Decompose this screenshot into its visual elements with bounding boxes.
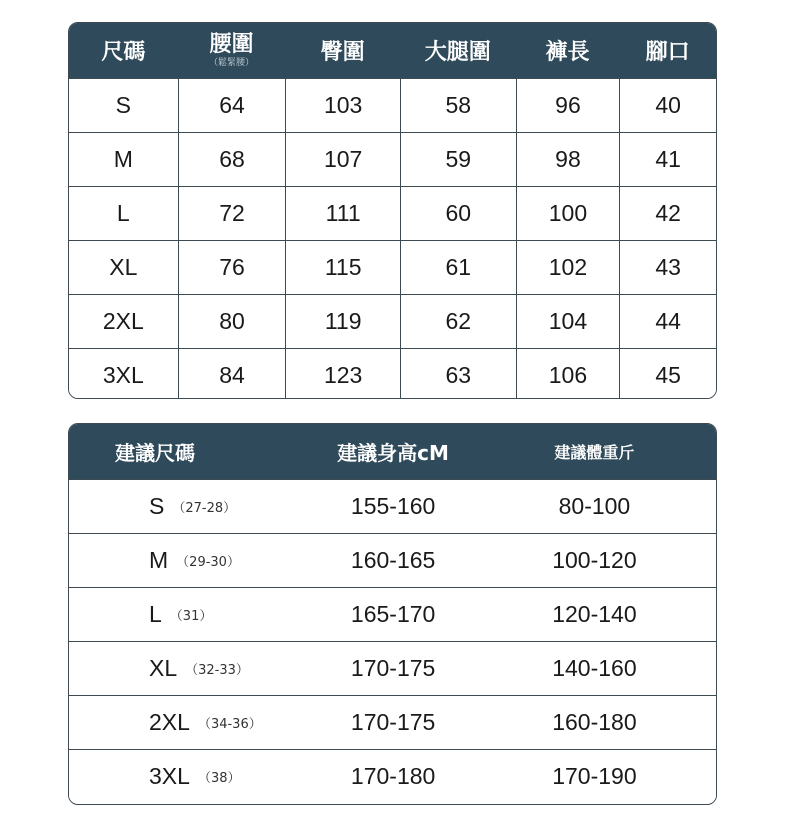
- size-chart-table: [68, 22, 717, 399]
- cell-length: 100: [516, 187, 620, 240]
- cell-waist: 64: [178, 79, 286, 132]
- cell-hip: 103: [285, 79, 400, 132]
- table-row: [69, 78, 716, 132]
- cell-waist: 76: [178, 241, 286, 294]
- header-waist-label: 腰圍: [209, 31, 254, 57]
- cell-thigh: 60: [400, 187, 516, 240]
- rec-size-label: M: [149, 547, 169, 573]
- cell-thigh: 63: [400, 349, 516, 399]
- cell-rec-height: 160-165: [350, 547, 436, 573]
- cell-thigh: 59: [400, 133, 516, 186]
- recommend-table: [68, 423, 717, 805]
- table-row: [69, 294, 716, 348]
- cell-length: 96: [516, 79, 620, 132]
- header-waist-note: （鬆緊腰）: [209, 57, 255, 68]
- table-row: [69, 695, 716, 749]
- cell-length: 106: [516, 349, 620, 399]
- cell-length: 98: [516, 133, 620, 186]
- table-row: [69, 240, 716, 294]
- cell-waist: 80: [178, 295, 286, 348]
- cell-rec-weight: 120-140: [552, 601, 637, 627]
- cell-size: L: [116, 200, 130, 226]
- rec-size-note: （38）: [197, 771, 241, 786]
- cell-rec-height: 165-170: [350, 601, 436, 627]
- header-size: 尺碼: [101, 40, 146, 65]
- cell-thigh: 58: [400, 79, 516, 132]
- cell-rec-size: [69, 750, 313, 803]
- rec-size-label: XL: [149, 655, 178, 681]
- cell-length: 102: [516, 241, 620, 294]
- cell-hem: 44: [619, 295, 716, 348]
- cell-rec-size: [69, 534, 313, 587]
- cell-hip: 123: [285, 349, 400, 399]
- cell-rec-weight: 140-160: [552, 655, 637, 681]
- table-row: [69, 479, 716, 533]
- size-chart-body: [69, 78, 716, 399]
- rec-size-note: （34-36）: [197, 717, 262, 732]
- cell-size: XL: [109, 254, 138, 280]
- cell-rec-weight: 100-120: [552, 547, 637, 573]
- table-row: [69, 587, 716, 641]
- rec-size-label: S: [149, 493, 165, 519]
- cell-rec-height: 155-160: [350, 493, 436, 519]
- header-rec-weight: 建議體重斤: [554, 443, 635, 462]
- cell-size: 3XL: [102, 362, 144, 388]
- cell-waist: 84: [178, 349, 286, 399]
- cell-rec-size: [69, 588, 313, 641]
- cell-rec-height: 170-175: [350, 655, 436, 681]
- header-thigh: 大腿圍: [424, 40, 491, 65]
- rec-size-label: 3XL: [149, 763, 190, 789]
- rec-size-note: （27-28）: [172, 501, 237, 516]
- cell-rec-size: [69, 696, 313, 749]
- cell-thigh: 61: [400, 241, 516, 294]
- cell-hem: 43: [619, 241, 716, 294]
- cell-hip: 111: [285, 187, 400, 240]
- table-row: [69, 186, 716, 240]
- cell-waist: 72: [178, 187, 286, 240]
- cell-hem: 40: [619, 79, 716, 132]
- cell-thigh: 62: [400, 295, 516, 348]
- cell-hip: 115: [285, 241, 400, 294]
- size-chart-header: [69, 23, 716, 78]
- cell-rec-weight: 170-190: [552, 763, 637, 789]
- cell-size: S: [115, 92, 131, 118]
- table-row: [69, 749, 716, 803]
- table-row: [69, 348, 716, 399]
- cell-length: 104: [516, 295, 620, 348]
- cell-rec-weight: 80-100: [558, 493, 631, 519]
- header-waist: [178, 23, 286, 78]
- cell-hem: 45: [619, 349, 716, 399]
- cell-hip: 107: [285, 133, 400, 186]
- table-row: [69, 641, 716, 695]
- cell-waist: 68: [178, 133, 286, 186]
- cell-rec-size: [69, 642, 313, 695]
- cell-rec-height: 170-175: [350, 709, 436, 735]
- header-rec-height: 建議身高cM: [337, 441, 449, 465]
- cell-hip: 119: [285, 295, 400, 348]
- header-rec-size: 建議尺碼: [115, 441, 195, 465]
- cell-rec-weight: 160-180: [552, 709, 637, 735]
- recommend-body: [69, 479, 716, 803]
- table-row: [69, 132, 716, 186]
- header-hem: 腳口: [645, 40, 690, 65]
- header-length: 褲長: [545, 40, 590, 65]
- recommend-header: [69, 424, 716, 479]
- cell-hem: 41: [619, 133, 716, 186]
- rec-size-note: （31）: [169, 609, 213, 624]
- rec-size-note: （32-33）: [185, 663, 249, 678]
- cell-hem: 42: [619, 187, 716, 240]
- rec-size-label: 2XL: [149, 709, 190, 735]
- rec-size-note: （29-30）: [176, 555, 240, 570]
- cell-rec-height: 170-180: [350, 763, 436, 789]
- cell-size: M: [113, 146, 133, 172]
- cell-rec-size: [69, 480, 313, 533]
- cell-size: 2XL: [102, 308, 144, 334]
- rec-size-label: L: [149, 601, 162, 627]
- header-hip: 臀圍: [320, 40, 365, 65]
- table-row: [69, 533, 716, 587]
